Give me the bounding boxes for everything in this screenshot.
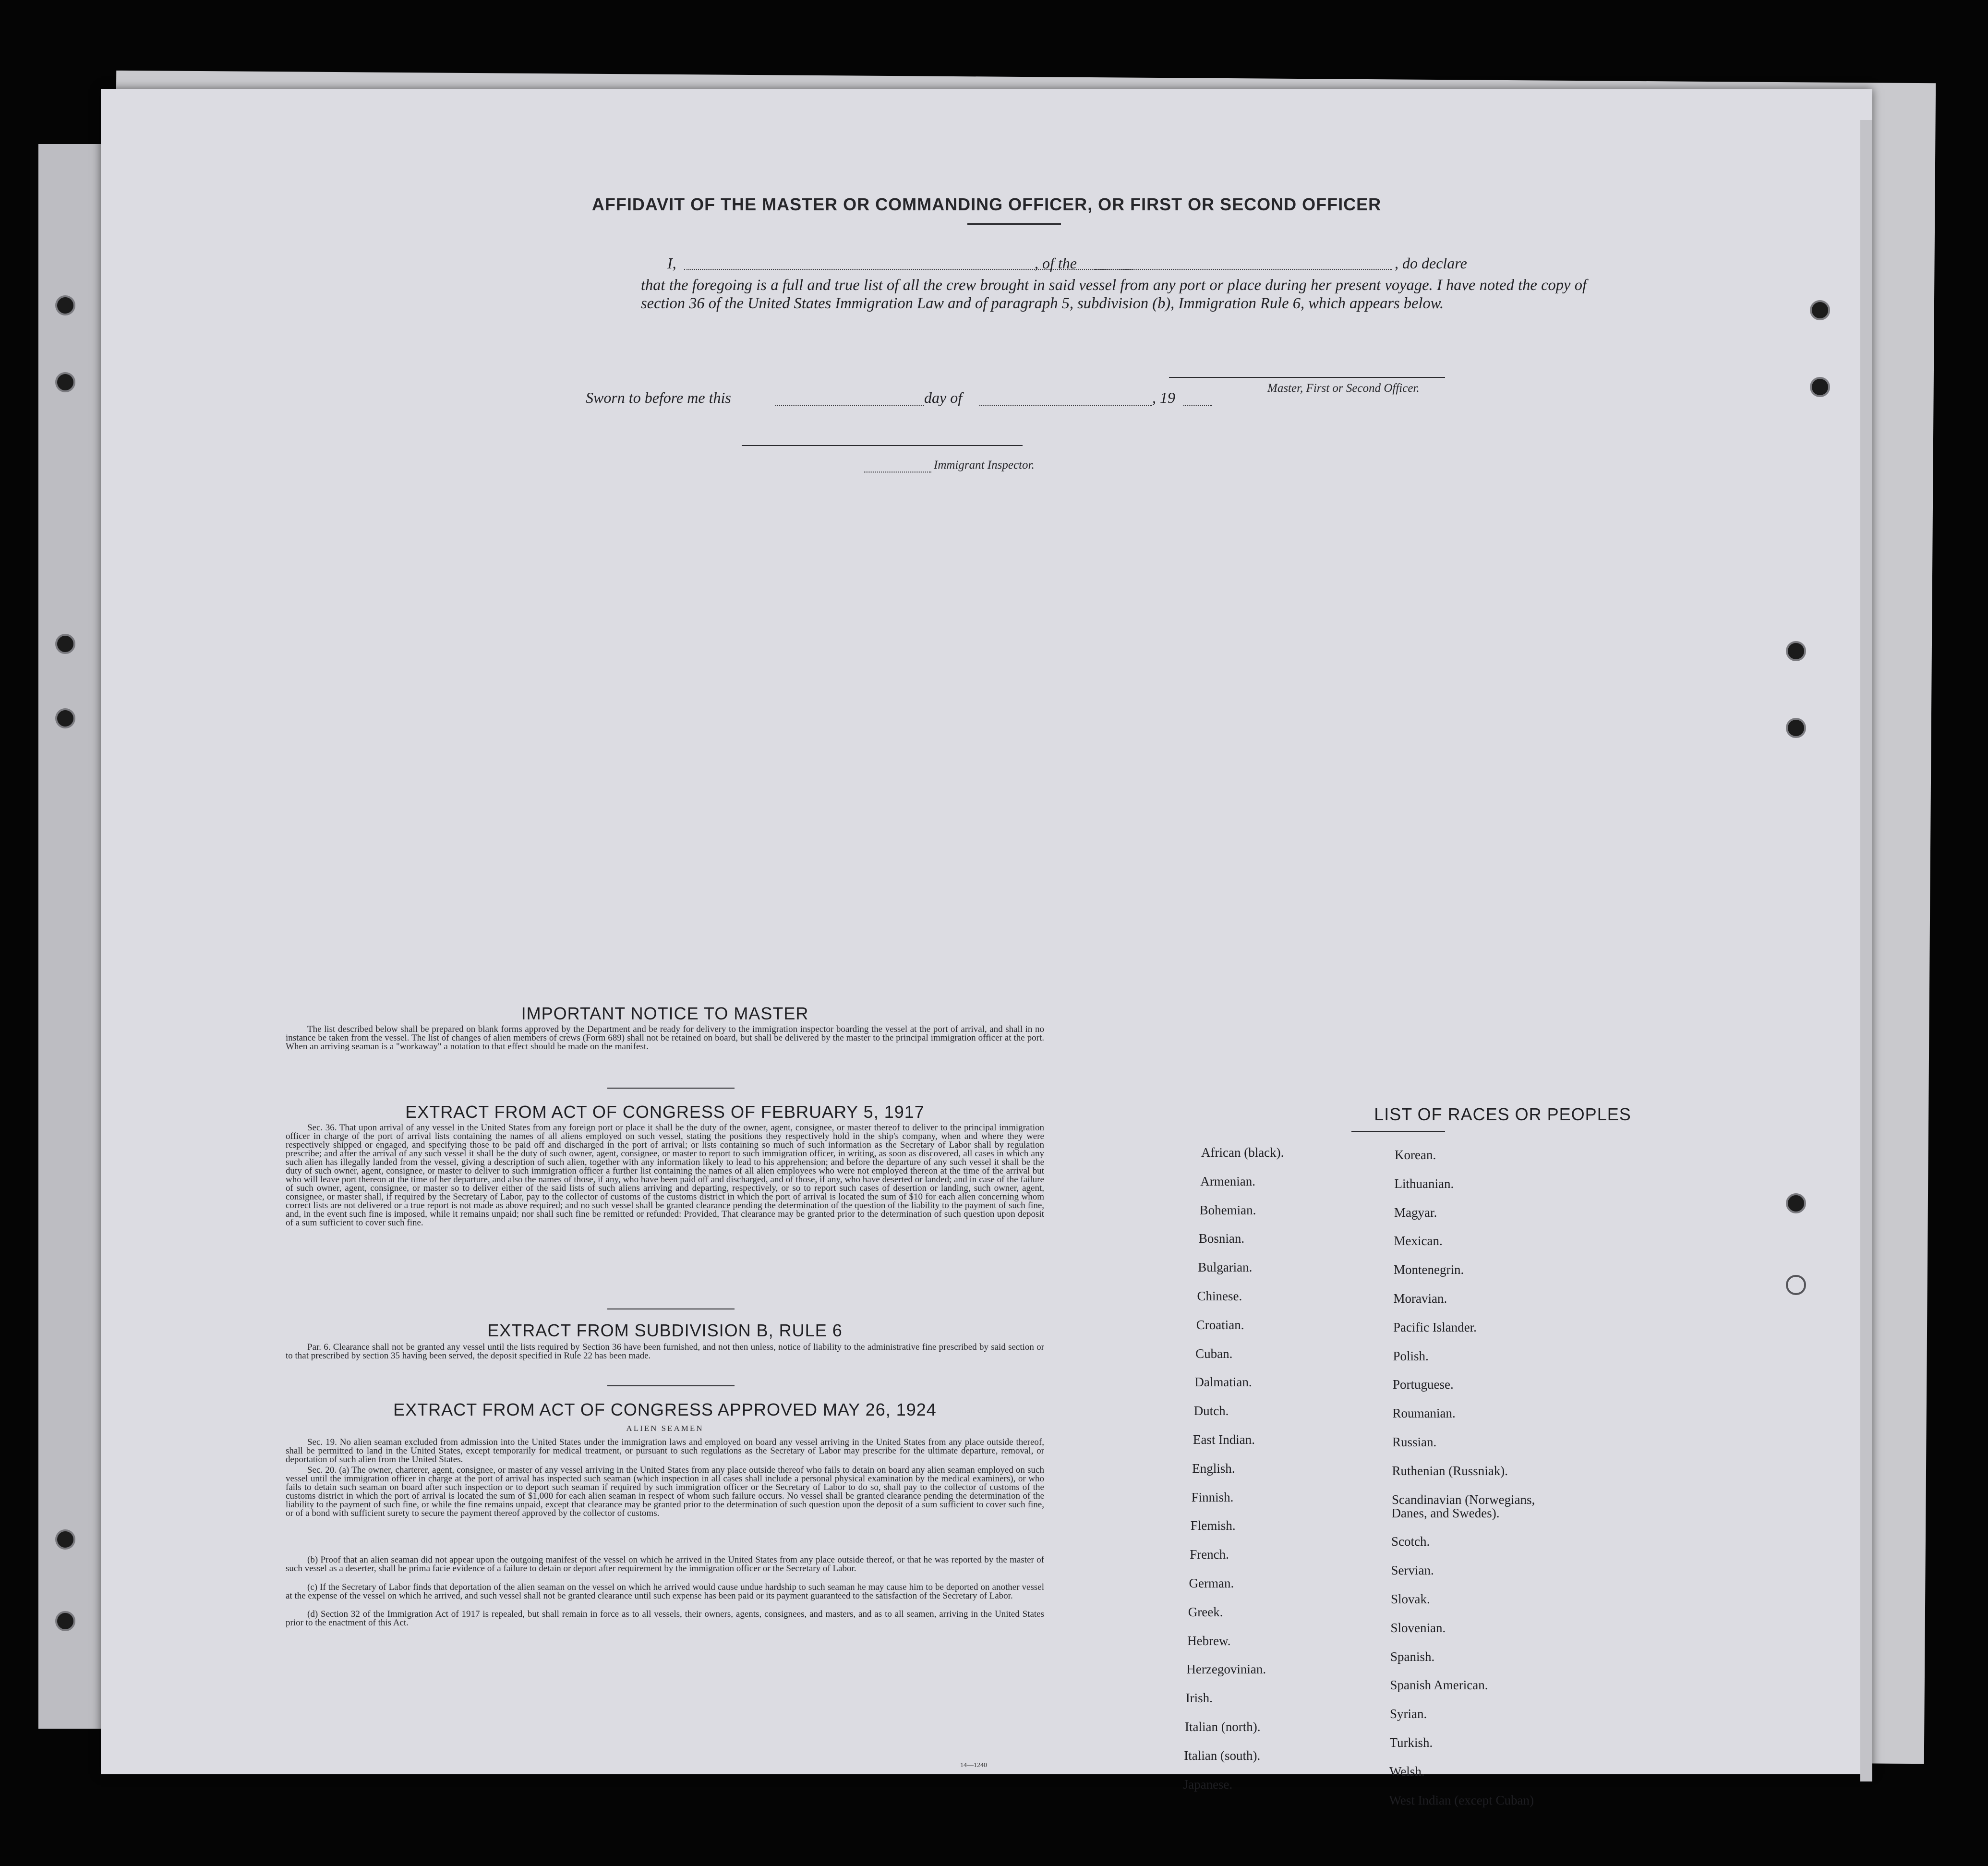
race-item: Korean. — [1395, 1148, 1436, 1162]
race-item: French. — [1190, 1547, 1229, 1562]
act-1924-sec20d: (d) Section 32 of the Immigration Act of 1917 is repealed, but shall remain in force as to all vessels, their owners, agents, consignees, and masters, and as to all seamen, arriving in the United States prior to the enactment of this Act. — [286, 1609, 1044, 1628]
race-item: Scotch. — [1391, 1534, 1430, 1549]
race-item: Syrian. — [1390, 1707, 1427, 1721]
race-item: Irish. — [1185, 1691, 1213, 1706]
punch-hole-icon — [55, 295, 75, 315]
punch-hole-icon — [55, 1529, 75, 1550]
race-item: Hebrew. — [1187, 1633, 1231, 1648]
race-item: Dalmatian. — [1194, 1375, 1252, 1390]
punch-hole-icon — [55, 1611, 75, 1631]
race-item: Slovak. — [1391, 1592, 1430, 1606]
page-edge — [1860, 120, 1872, 1781]
race-item: Mexican. — [1394, 1234, 1443, 1248]
inspector-label: Immigrant Inspector. — [934, 459, 1035, 472]
race-item: Bosnian. — [1198, 1231, 1245, 1246]
race-item: Spanish. — [1390, 1649, 1435, 1664]
punch-hole-icon — [55, 708, 75, 728]
race-item: German. — [1189, 1576, 1234, 1590]
notice-body: The list described below shall be prepared on blank forms approved by the Department and be ready for delivery to the immigration inspector boarding the vessel at the port of arrival, and shall in no instance be taken from the vessel. The list of changes of alien members of crews (Form 689) shall not be retained on board, but shall be delivered by the master to the principal immigration officer at the port. When an arriving seaman is a "workaway" a notation to that effect should be made on the manifest. — [286, 1024, 1044, 1052]
race-item: Croatian. — [1196, 1317, 1244, 1332]
race-item: Russian. — [1392, 1435, 1437, 1449]
of-the-label: , of the — [1035, 254, 1077, 272]
sworn-day-line — [775, 405, 924, 406]
race-item: Bohemian. — [1199, 1202, 1256, 1217]
punch-hole-icon — [1786, 1193, 1806, 1213]
race-item: Greek. — [1188, 1604, 1223, 1619]
race-item: Magyar. — [1394, 1205, 1437, 1220]
race-item: English. — [1192, 1461, 1235, 1476]
act-1924-sec20c: (c) If the Secretary of Labor finds that deportation of the alien seaman on the vessel on which he arrived would cause undue hardship to such seaman he may cause him to be deported on another vessel at the expense of the vessel on which he arrived, and such vessel shall not be granted clearance until such expense has been paid or its payment guaranteed to the satisfaction of the Secretary of Labor. — [286, 1582, 1044, 1601]
sworn-month-line — [979, 405, 1152, 406]
race-item: Danes, and Swedes). — [1391, 1505, 1500, 1520]
affidavit-title: AFFIDAVIT OF THE MASTER OR COMMANDING OFFICER, OR FIRST OR SECOND OFFICER — [591, 194, 1382, 214]
race-item: Bulgarian. — [1198, 1260, 1253, 1275]
vessel-name-line — [1095, 269, 1392, 270]
race-item: Turkish. — [1389, 1735, 1433, 1750]
race-item: Welsh. — [1389, 1764, 1425, 1779]
race-item: Scandinavian (Norwegians, — [1392, 1492, 1535, 1507]
race-item: West Indian (except Cuban) — [1389, 1793, 1534, 1807]
act-1917-title: EXTRACT FROM ACT OF CONGRESS OF FEBRUARY 5, 1917 — [405, 1102, 925, 1122]
notice-title: IMPORTANT NOTICE TO MASTER — [521, 1004, 809, 1023]
year-label: , 19 — [1152, 389, 1175, 406]
race-item: Flemish. — [1190, 1518, 1236, 1533]
punch-hole-icon — [1786, 641, 1806, 661]
race-item: Roumanian. — [1392, 1406, 1456, 1421]
race-item: Italian (south). — [1184, 1748, 1261, 1763]
alien-seamen-subtitle: ALIEN SEAMEN — [626, 1424, 704, 1433]
day-of-label: day of — [924, 389, 963, 406]
races-title-divider — [1351, 1131, 1445, 1132]
section-divider — [607, 1088, 735, 1089]
act-1924-sec20a: Sec. 20. (a) The owner, charterer, agent, consignee, or master of any vessel arriving in the United States from any place outside thereof who fails to detain on board any alien seaman employed on such vessel until the immigration officer in charge at the port of arrival has inspected such seaman (which inspection in all cases shall include a personal physical examination by the medical examiners), or who fails to detain such seaman on board after such inspection or to deport such seaman if required by such immigration officer or the Secretary of Labor to do so, shall pay to the collector of customs of the customs district in which the port of arrival is located the sum of $1,000 for each alien seaman in respect of whom such failure occurs. No vessel shall be granted clearance pending the determination of the liability to the payment of such fine, or while the fine remains unpaid, except that clearance may be granted prior to the determination of such question upon the deposit of a sum sufficient to cover such fine, or of a bond with sufficient surety to secure the payment thereof approved by the collector of customs. — [286, 1465, 1044, 1518]
race-item: East Indian. — [1193, 1432, 1255, 1447]
race-item: Slovenian. — [1390, 1620, 1446, 1635]
affidavit-declaration: that the foregoing is a full and true list of all the crew brought in said vessel from any port or place during her present voyage. I have noted the copy of section 36 of the United States Immigration Law and of paragraph 5, subdivision (b), Immigration Rule 6, which appears below. — [641, 277, 1587, 312]
race-item: Lithuanian. — [1394, 1176, 1454, 1191]
race-item: Servian. — [1391, 1563, 1434, 1578]
race-item: Finnish. — [1191, 1490, 1234, 1504]
race-item: Pacific Islander. — [1393, 1320, 1477, 1334]
race-item: Dutch. — [1193, 1404, 1229, 1418]
punch-hole-icon — [1786, 718, 1806, 738]
sworn-label: Sworn to before me this — [586, 389, 731, 406]
punch-hole-icon — [55, 372, 75, 392]
act-1917-body: Sec. 36. That upon arrival of any vessel in the United States from any foreign port or place it shall be the duty of the owner, agent, consignee, or master thereof to deliver to the principal immigration officer in charge of the port of arrival lists containing the names of all aliens employed on such vessel, stating the positions they respectively hold in the ship's company, when and where they were respectively shipped or engaged, and specifying those to be paid off and discharged in the port of arrival; or lists containing so much of such information as the Secretary of Labor shall by regulation prescribe; and after the arrival of any such vessel it shall be the duty of such owner, agent, consignee, or master to report to such immigration officer, in writing, as soon as discovered, all cases in which any such alien has illegally landed from the vessel, giving a description of such alien, together with any information likely to lead to his apprehension; and before the departure of any such vessel it shall be the duty of such owner, agent, consignee, or master to deliver to such immigration officer a further list containing the names of all alien employees who were not employed thereon at the time of the arrival but who will leave port thereon at the time of her departure, and also the names of those, if any, who have been paid off and discharged, and of those, if any, who have deserted or landed; and in case of the failure of such owner, agent, consignee, or master so to deliver either of the said lists of such aliens arriving and departing, respectively, or so to report such cases of desertion or landing, such owner, agent, consignee, or master shall, if required by the Secretary of Labor, pay to the collector of customs of the customs district in which the port of arrival is located the sum of $10 for each alien concerning whom correct lists are not delivered or a true report is not made as above required; and no such vessel shall be granted clearance pending the determination of the question of the liability to the payment of such fine, and, in the event such fine is imposed, while it remains unpaid; nor shall such fine be remitted or refunded: Provided, That clearance may be granted prior to the determination of such question upon deposit of a sum sufficient to cover such fine. — [286, 1123, 1044, 1228]
race-item: Moravian. — [1393, 1291, 1447, 1306]
race-item: Spanish American. — [1390, 1678, 1488, 1693]
act-1924-sec19: Sec. 19. No alien seaman excluded from admission into the United States under the immigration laws and employed on board any vessel arriving in the United States from any place outside thereof, shall be permitted to land in the United States, except temporarily for medical treatment, or pursuant to such regulations as the Secretary of Labor may prescribe for the ultimate departure, removal, or deportation of such alien from the United States. — [286, 1437, 1044, 1465]
race-item: Italian (north). — [1185, 1720, 1261, 1734]
signature-line — [1169, 377, 1445, 378]
subdivision-b-body: Par. 6. Clearance shall not be granted any vessel until the lists required by Section 36 have been furnished, and not then unless, notice of liability to the administrative fine prescribed by said section or to that prescribed by section 35 having been served, the deposit specified in Rule 22 has been made. — [286, 1342, 1044, 1361]
manifest-page — [101, 89, 1872, 1807]
race-item: Japanese. — [1183, 1777, 1233, 1792]
signature-label: Master, First or Second Officer. — [1267, 382, 1420, 395]
inspector-signature-line — [742, 445, 1023, 446]
act-1924-sec20b: (b) Proof that an alien seaman did not appear upon the outgoing manifest of the vessel on which he arrived in the United States from any place outside thereof, or that he was reported by the master of such vessel as a deserter, shall be prima facie evidence of a failure to detain or deport after requirement by the immigration officer or the Secretary of Labor. — [286, 1555, 1044, 1574]
inspector-dot-line — [864, 472, 931, 473]
sworn-year-line — [1183, 405, 1212, 406]
punch-hole-icon — [1810, 300, 1830, 320]
race-item: Montenegrin. — [1394, 1262, 1464, 1277]
do-declare-label: , do declare — [1395, 254, 1467, 272]
title-divider — [967, 223, 1061, 225]
affidavit-i-label: I, — [667, 254, 676, 272]
race-item: Portuguese. — [1393, 1377, 1454, 1392]
punch-hole-icon — [1786, 1275, 1806, 1295]
race-item: Ruthenian (Russniak). — [1392, 1463, 1508, 1478]
race-item: African (black). — [1201, 1145, 1284, 1160]
section-divider — [607, 1385, 735, 1386]
race-item: Chinese. — [1197, 1289, 1242, 1303]
act-1924-title: EXTRACT FROM ACT OF CONGRESS APPROVED MAY 26, 1924 — [393, 1400, 937, 1419]
race-item: Polish. — [1393, 1348, 1429, 1363]
punch-hole-icon — [1810, 377, 1830, 397]
races-title: LIST OF RACES OR PEOPLES — [1374, 1104, 1631, 1124]
subdivision-b-title: EXTRACT FROM SUBDIVISION B, RULE 6 — [487, 1321, 843, 1340]
punch-hole-icon — [55, 634, 75, 654]
race-item: Herzegovinian. — [1186, 1662, 1266, 1677]
form-number: 14—1240 — [960, 1762, 987, 1769]
race-item: Cuban. — [1195, 1346, 1233, 1361]
race-item: Armenian. — [1200, 1174, 1256, 1188]
